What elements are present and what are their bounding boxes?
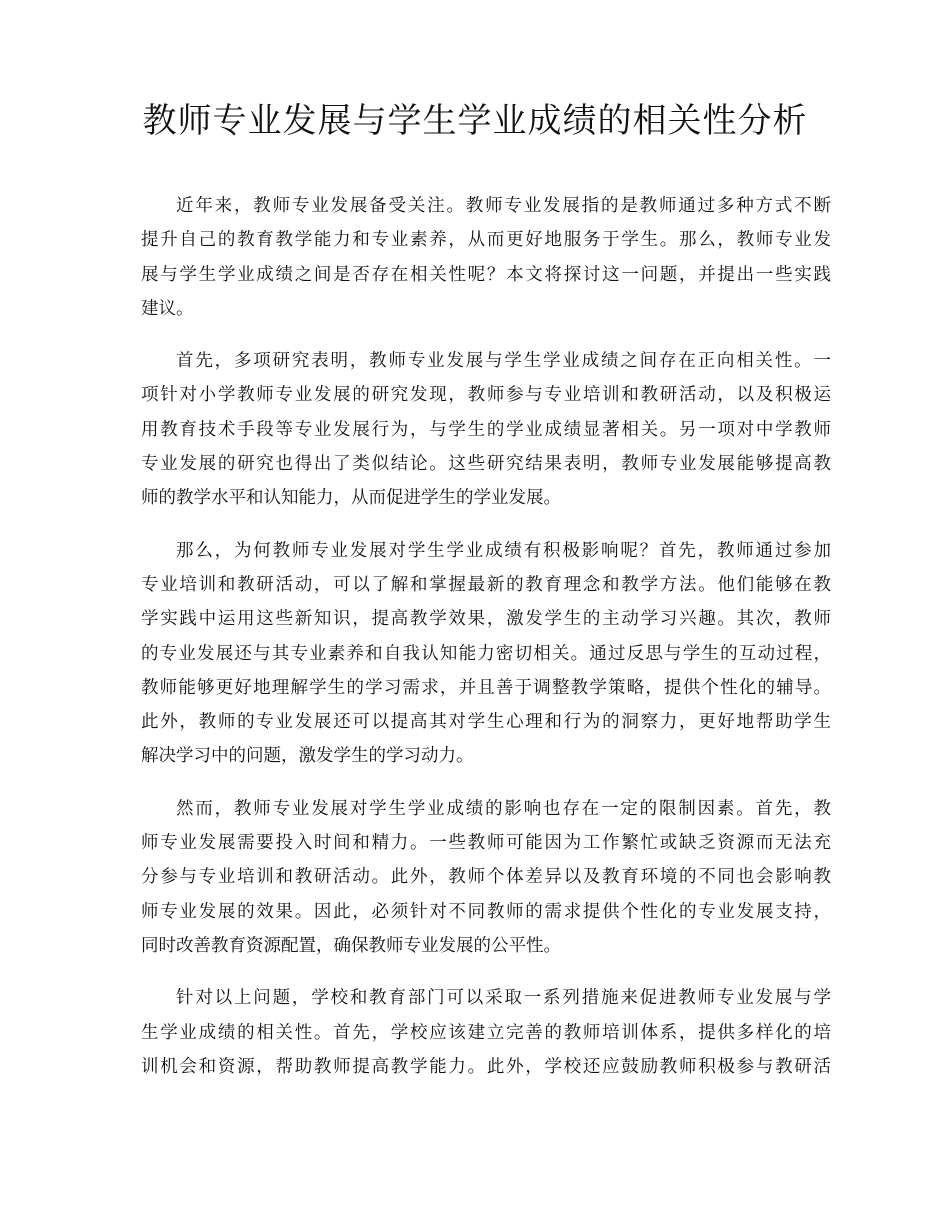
paragraph-line: 的专业发展还与其专业素养和自我认知能力密切相关。通过反思与学生的互动过程，: [141, 643, 831, 664]
paragraph-line: 项针对小学教师专业发展的研究发现，教师参与专业培训和教研活动，以及积极运: [141, 385, 831, 406]
document-body: [141, 189, 831, 1102]
paragraph-line: 首先，多项研究表明，教师专业发展与学生学业成绩之间存在正向相关性。一: [176, 351, 831, 372]
paragraph: [141, 344, 831, 515]
paragraph-line: 此外，教师的专业发展还可以提高其对学生心理和行为的洞察力，更好地帮助学生: [141, 712, 831, 733]
paragraph-line: 学实践中运用这些新知识，提高教学效果，激发学生的主动学习兴趣。其次，教师: [141, 609, 831, 630]
paragraph-line: 那么，为何教师专业发展对学生学业成绩有积极影响呢？首先，教师通过参加: [176, 540, 831, 561]
paragraph-line: 针对以上问题，学校和教育部门可以采取一系列措施来促进教师专业发展与学: [176, 988, 831, 1009]
paragraph-line: 师专业发展需要投入时间和精力。一些教师可能因为工作繁忙或缺乏资源而无法充: [141, 833, 831, 854]
paragraph-line: 建议。: [141, 298, 194, 319]
paragraph-line: 提升自己的教育教学能力和专业素养，从而更好地服务于学生。那么，教师专业发: [141, 230, 831, 251]
paragraph-line: 用教育技术手段等专业发展行为，与学生的学业成绩显著相关。另一项对中学教师: [141, 419, 831, 440]
paragraph-line: 展与学生学业成绩之间是否存在相关性呢？本文将探讨这一问题，并提出一些实践: [141, 264, 831, 285]
document-title: 教师专业发展与学生学业成绩的相关性分析: [142, 101, 808, 141]
paragraph-line: 同时改善教育资源配置，确保教师专业发展的公平性。: [141, 935, 561, 956]
paragraph-line: 解决学习中的问题，激发学生的学习动力。: [141, 746, 474, 767]
paragraph-line: 师专业发展的效果。因此，必须针对不同教师的需求提供个性化的专业发展支持，: [141, 901, 831, 922]
paragraph-line: 教师能够更好地理解学生的学习需求，并且善于调整教学策略，提供个性化的辅导。: [141, 677, 831, 698]
paragraph: [141, 981, 831, 1084]
paragraph-line: 师的教学水平和认知能力，从而促进学生的学业发展。: [141, 488, 561, 509]
paragraph-line: 分参与专业培训和教研活动。此外，教师个体差异以及教育环境的不同也会影响教: [141, 867, 831, 888]
paragraph-line: 专业培训和教研活动，可以了解和掌握最新的教育理念和教学方法。他们能够在教: [141, 574, 831, 595]
paragraph-line: 近年来，教师专业发展备受关注。教师专业发展指的是教师通过多种方式不断: [176, 196, 831, 216]
paragraph: [141, 189, 831, 326]
paragraph-line: 生学业成绩的相关性。首先，学校应该建立完善的教师培训体系，提供多样化的培: [141, 1022, 831, 1043]
paragraph-line: 训机会和资源，帮助教师提高教学能力。此外，学校还应鼓励教师积极参与教研活: [141, 1056, 831, 1077]
paragraph: [141, 792, 831, 963]
paragraph-line: 专业发展的研究也得出了类似结论。这些研究结果表明，教师专业发展能够提高教: [141, 454, 831, 475]
paragraph: [141, 534, 831, 774]
paragraph-line: 然而，教师专业发展对学生学业成绩的影响也存在一定的限制因素。首先，教: [176, 798, 831, 819]
